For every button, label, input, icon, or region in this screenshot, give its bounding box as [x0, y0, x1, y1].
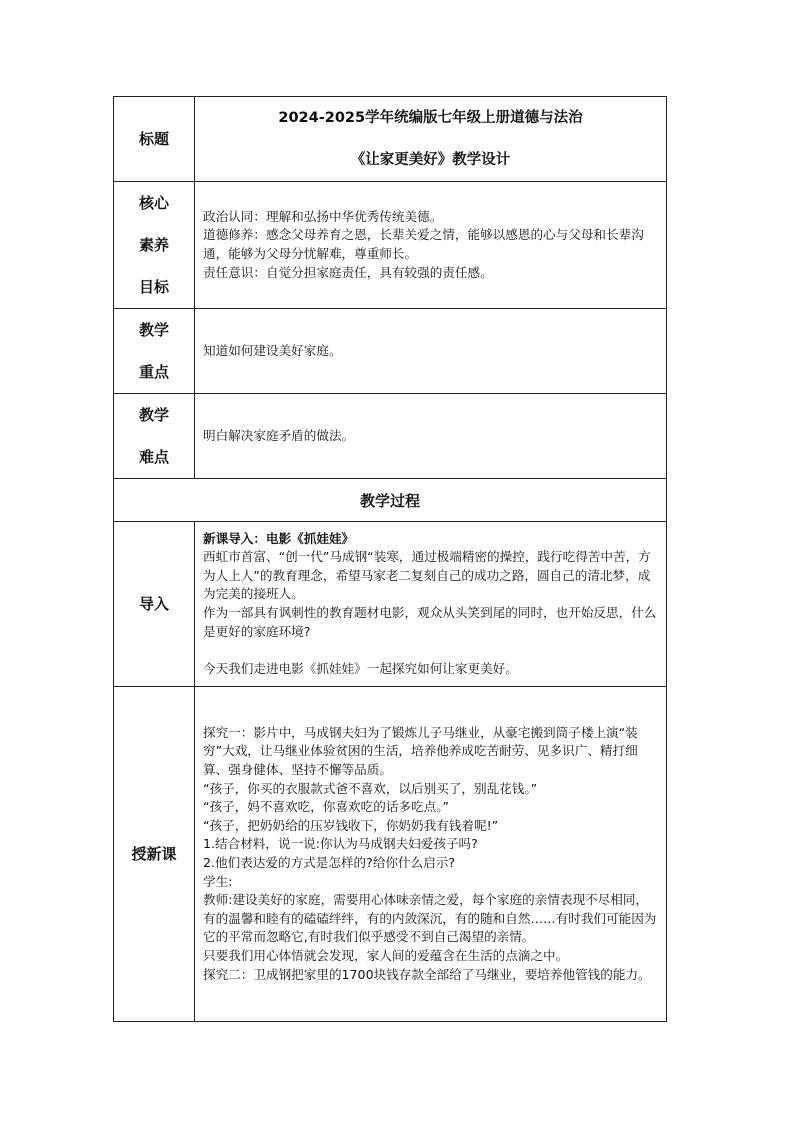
- lesson-plan-table: [113, 96, 667, 1022]
- lesson-paragraph: “孩子，把奶奶给的压岁钱收下，你奶奶我有钱着呢!”: [203, 817, 499, 833]
- title-line-2: 《让家更美好》教学设计: [350, 152, 511, 168]
- key-point-text: 知道如何建设美好家庭。: [195, 309, 667, 394]
- lesson-question: 1.结合材料，说一说:你认为马成钢夫妇爱孩子吗?: [203, 836, 478, 852]
- title-label: 标题: [114, 97, 195, 182]
- core-goals-label-line: 目标: [138, 278, 169, 296]
- intro-content: [195, 522, 667, 687]
- lesson-paragraph: 探究一：影片中，马成钢夫妇为了锻炼儿子马继业，从豪宅搬到筒子楼上演“装穷”大戏，让马继业体验贫困的生活，培养他养成吃苦耐劳、见多识广、精打细算、强身健体、坚持不懈等品质。: [203, 724, 638, 778]
- title-line-1: 2024-2025学年统编版七年级上册道德与法治: [278, 110, 583, 126]
- goal-item: 责任意识：自觉分担家庭责任，具有较强的责任感。: [203, 264, 493, 280]
- title-row: [114, 97, 667, 182]
- intro-heading: 新课导入：电影《抓娃娃》: [203, 530, 355, 546]
- lesson-paragraph: 教师:建设美好的家庭，需要用心体味亲情之爱，每个家庭的亲情表现不尽相同，有的温馨和睦有的磕磕绊绊，有的内敛深沉，有的随和自然……有时我们可能因为它的平常而忽略它,有时我们似乎感受不到自己渴望的亲情。: [203, 892, 657, 945]
- intro-row: [114, 522, 667, 687]
- intro-paragraph: 作为一部具有讽刺性的教育题材电影，观众从头笑到尾的同时，也开始反思，什么是更好的家庭环境?: [203, 605, 657, 639]
- goal-item: 道德修养：感念父母养育之恩，长辈关爱之情，能够以感恩的心与父母和长辈沟通，能够为父母分忧解难，尊重师长。: [203, 227, 644, 261]
- process-heading-row: [114, 479, 667, 522]
- new-lesson-label: 授新课: [114, 687, 195, 1022]
- blank-line: [203, 641, 658, 660]
- intro-paragraph: 今天我们走进电影《抓娃娃》一起探究如何让家更美好。: [203, 660, 518, 676]
- new-lesson-row: [114, 687, 667, 1022]
- difficulty-row: [114, 394, 667, 479]
- core-goals-content: [195, 182, 667, 309]
- core-goals-row: [114, 182, 667, 309]
- difficulty-label-line: 难点: [138, 448, 169, 466]
- difficulty-label-line: 教学: [138, 406, 169, 424]
- lesson-paragraph: 学生:: [203, 873, 233, 889]
- goal-item: 政治认同：理解和弘扬中华优秀传统美德。: [203, 208, 443, 224]
- process-heading: 教学过程: [114, 479, 667, 522]
- title-cell: [195, 97, 667, 182]
- core-goals-label-line: 素养: [138, 236, 169, 254]
- key-point-label-line: 重点: [138, 363, 169, 381]
- key-point-row: [114, 309, 667, 394]
- core-goals-label: [114, 182, 195, 309]
- lesson-paragraph: 探究二：卫成钢把家里的1700块钱存款全部给了马继业，要培养他管钱的能力。: [203, 966, 651, 982]
- key-point-label: [114, 309, 195, 394]
- difficulty-label: [114, 394, 195, 479]
- lesson-question: 2.他们表达爱的方式是怎样的?给你什么启示?: [203, 855, 456, 870]
- lesson-paragraph: “孩子，妈不喜欢吃，你喜欢吃的话多吃点。”: [203, 799, 450, 815]
- core-goals-label-line: 核心: [138, 194, 169, 212]
- difficulty-text: 明白解决家庭矛盾的做法。: [195, 394, 667, 479]
- intro-label: 导入: [114, 522, 195, 687]
- lesson-paragraph: “孩子，你买的衣服款式爸不喜欢，以后别买了，别乱花钱。”: [203, 780, 538, 796]
- new-lesson-content: [195, 687, 667, 1022]
- key-point-label-line: 教学: [138, 321, 169, 339]
- lesson-paragraph: 只要我们用心体悟就会发现，家人间的爱蕴含在生活的点滴之中。: [203, 947, 569, 963]
- intro-paragraph: 西虹市首富、“创一代”马成钢“装寒，通过极端精密的操控，践行吃得苦中苦，方为人上人”的教育理念，希望马家老二复刻自己的成功之路，圆自己的清北梦，成为完美的接班人。: [203, 549, 651, 602]
